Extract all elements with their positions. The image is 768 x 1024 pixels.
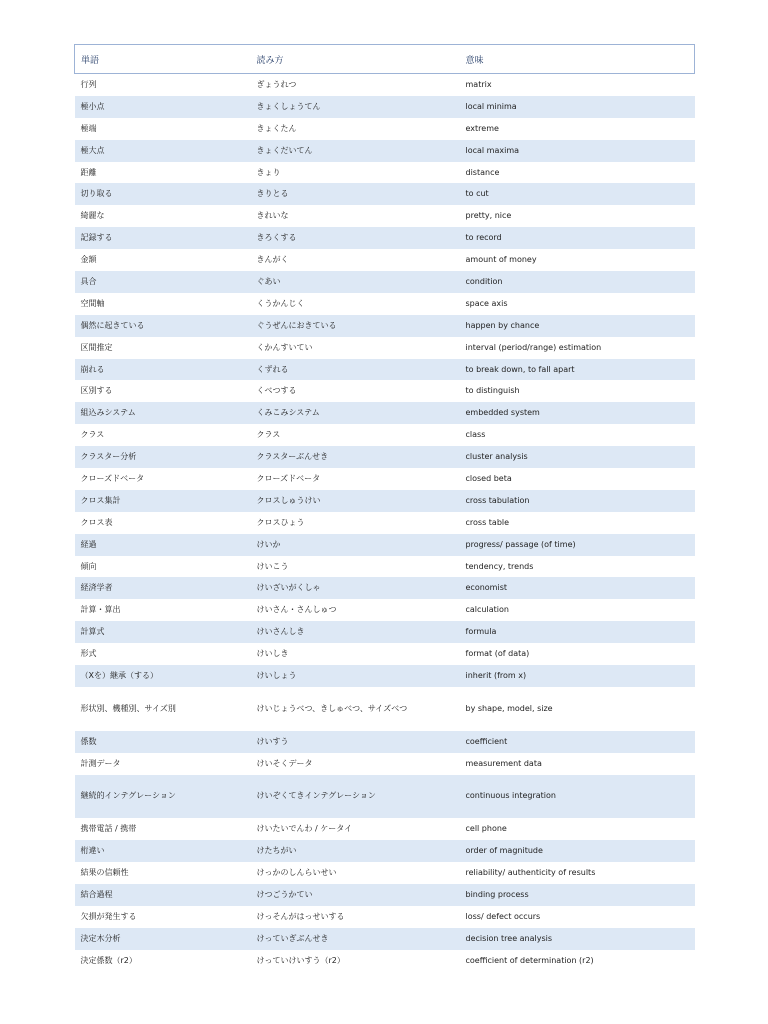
- cell-word: 距離: [80, 167, 97, 177]
- cell-meaning: format (of data): [465, 649, 530, 659]
- cell-word: 経過: [75, 534, 251, 556]
- cell-reading: くうかんじく: [256, 298, 305, 308]
- cell-word: 区間推定: [80, 342, 113, 352]
- cell-meaning: decision tree analysis: [460, 928, 695, 950]
- table-row: [75, 775, 695, 819]
- cell-reading: くべつする: [256, 386, 297, 396]
- cell-reading: けっそんがはっせいする: [256, 911, 345, 921]
- cell-word: 携帯電話 / 携帯: [80, 824, 137, 834]
- table-row: [75, 731, 695, 753]
- cell-word: 組込みシステム: [75, 402, 251, 424]
- cell-reading: けいそくデータ: [256, 758, 313, 768]
- cell-reading: きろくする: [251, 227, 460, 249]
- cell-word: 切り取る: [75, 183, 251, 205]
- cell-meaning: coefficient: [460, 731, 695, 753]
- cell-reading: きれいな: [256, 211, 289, 221]
- cell-word: 形式: [80, 649, 97, 659]
- cell-word: 桁違い: [75, 840, 251, 862]
- cell-reading: きんがく: [256, 255, 289, 265]
- table-row: [75, 534, 695, 556]
- cell-reading: けたちがい: [251, 840, 460, 862]
- cell-reading: けいさんしき: [251, 621, 460, 643]
- header-meaning: 意味: [460, 45, 695, 74]
- cell-word: 計算式: [75, 621, 251, 643]
- cell-reading: けいこう: [256, 561, 289, 571]
- cell-reading: けいざいがくしゃ: [251, 577, 460, 599]
- cell-reading: けいしょう: [251, 665, 460, 687]
- cell-word: 形状別、機種別、サイズ別: [80, 703, 176, 713]
- cell-meaning: space axis: [465, 298, 508, 308]
- cell-meaning: loss/ defect occurs: [465, 911, 541, 921]
- cell-reading: けっていけいすう（r2）: [256, 955, 345, 965]
- cell-meaning: reliability/ authenticity of results: [465, 868, 596, 878]
- cell-reading: クローズドベータ: [256, 473, 321, 483]
- cell-word: 係数: [75, 731, 251, 753]
- cell-word: 決定係数（r2）: [80, 955, 137, 965]
- header-reading: 読み方: [251, 45, 460, 74]
- cell-word: 具合: [75, 271, 251, 293]
- cell-word: 結果の信頼性: [80, 868, 129, 878]
- cell-reading: ぎょうれつ: [256, 79, 297, 89]
- table-row: [75, 140, 695, 162]
- cell-meaning: to cut: [460, 183, 695, 205]
- table-row: [75, 380, 695, 402]
- cell-reading: くかんすいてい: [256, 342, 313, 352]
- cell-reading: クラスターぶんせき: [251, 446, 460, 468]
- cell-meaning: pretty, nice: [465, 211, 512, 221]
- table-row: [75, 665, 695, 687]
- table-row: [75, 577, 695, 599]
- cell-word: （Xを）継承（する）: [75, 665, 251, 687]
- table-row: [75, 840, 695, 862]
- cell-meaning: order of magnitude: [460, 840, 695, 862]
- cell-meaning: local minima: [460, 96, 695, 118]
- cell-meaning: amount of money: [465, 255, 537, 265]
- cell-reading: けいぞくてきインテグレーション: [251, 775, 460, 819]
- cell-meaning: extreme: [465, 123, 499, 133]
- table-row: [75, 862, 695, 884]
- cell-meaning: condition: [460, 271, 695, 293]
- cell-word: 偶然に起きている: [75, 315, 251, 337]
- cell-reading: きょくたん: [256, 123, 297, 133]
- table-row: [75, 753, 695, 775]
- cell-reading: クロスしゅうけい: [251, 490, 460, 512]
- cell-reading: けつごうかてい: [251, 884, 460, 906]
- table-row: [75, 446, 695, 468]
- cell-word: 空間軸: [80, 298, 105, 308]
- cell-meaning: coefficient of determination (r2): [465, 955, 594, 965]
- cell-reading: クラス: [256, 430, 281, 440]
- cell-word: 極小点: [75, 96, 251, 118]
- cell-meaning: local maxima: [460, 140, 695, 162]
- cell-reading: きょり: [256, 167, 281, 177]
- cell-word: 欠損が発生する: [80, 911, 137, 921]
- cell-meaning: embedded system: [460, 402, 695, 424]
- table-row: [75, 293, 695, 315]
- cell-reading: クロスひょう: [256, 517, 305, 527]
- cell-meaning: to break down, to fall apart: [460, 359, 695, 381]
- cell-word: クローズドベータ: [80, 473, 145, 483]
- table-row: [75, 928, 695, 950]
- cell-word: クロス表: [80, 517, 113, 527]
- table-row: [75, 687, 695, 731]
- cell-meaning: cross table: [465, 517, 510, 527]
- cell-meaning: by shape, model, size: [465, 703, 553, 713]
- table-row: [75, 402, 695, 424]
- cell-reading: くみこみシステム: [251, 402, 460, 424]
- cell-meaning: measurement data: [465, 758, 542, 768]
- cell-meaning: tendency, trends: [465, 561, 534, 571]
- cell-reading: けいじょうべつ、きしゅべつ、サイズべつ: [256, 703, 408, 713]
- table-row: [75, 183, 695, 205]
- table-header: [75, 45, 695, 74]
- table-row: [75, 599, 695, 621]
- cell-reading: けっかのしんらいせい: [256, 868, 337, 878]
- cell-word: 継続的インテグレーション: [75, 775, 251, 819]
- vocabulary-table: [74, 44, 695, 972]
- cell-word: 計算・算出: [80, 605, 121, 615]
- cell-meaning: cell phone: [465, 824, 507, 834]
- cell-word: クロス集計: [75, 490, 251, 512]
- cell-meaning: economist: [460, 577, 695, 599]
- cell-meaning: closed beta: [465, 473, 512, 483]
- cell-reading: きょくだいてん: [251, 140, 460, 162]
- cell-meaning: cross tabulation: [460, 490, 695, 512]
- cell-meaning: distance: [465, 167, 500, 177]
- cell-word: 経済学者: [75, 577, 251, 599]
- cell-word: クラス: [80, 430, 105, 440]
- cell-meaning: interval (period/range) estimation: [465, 342, 602, 352]
- table-row: [75, 227, 695, 249]
- cell-word: 崩れる: [75, 359, 251, 381]
- cell-word: 決定木分析: [75, 928, 251, 950]
- table-row: [75, 337, 695, 359]
- cell-reading: けっていぎぶんせき: [251, 928, 460, 950]
- cell-word: 傾向: [80, 561, 97, 571]
- table-row: [75, 249, 695, 271]
- cell-word: 行列: [80, 79, 97, 89]
- table-row: [75, 96, 695, 118]
- table-row: [75, 556, 695, 578]
- cell-word: 綺麗な: [80, 211, 105, 221]
- cell-word: 結合過程: [75, 884, 251, 906]
- header-row: [75, 45, 695, 74]
- table-row: [75, 162, 695, 184]
- cell-meaning: happen by chance: [460, 315, 695, 337]
- table-row: [75, 424, 695, 446]
- cell-reading: けいたいでんわ / ケータイ: [256, 824, 353, 834]
- table-body: [75, 74, 695, 972]
- table-row: [75, 818, 695, 840]
- cell-reading: けいさん・さんしゅつ: [256, 605, 337, 615]
- table-row: [75, 118, 695, 140]
- cell-word: 区別する: [80, 386, 113, 396]
- cell-meaning: formula: [460, 621, 695, 643]
- cell-reading: ぐあい: [251, 271, 460, 293]
- cell-reading: けいしき: [256, 649, 289, 659]
- table-row: [75, 315, 695, 337]
- table-row: [75, 205, 695, 227]
- table-row: [75, 271, 695, 293]
- cell-meaning: calculation: [465, 605, 509, 615]
- cell-word: 金額: [80, 255, 97, 265]
- table-row: [75, 512, 695, 534]
- cell-reading: くずれる: [251, 359, 460, 381]
- cell-meaning: inherit (from x): [460, 665, 695, 687]
- table-row: [75, 359, 695, 381]
- cell-reading: けいか: [251, 534, 460, 556]
- cell-meaning: cluster analysis: [460, 446, 695, 468]
- table-row: [75, 74, 695, 96]
- cell-word: クラスター分析: [75, 446, 251, 468]
- cell-reading: ぐうぜんにおきている: [251, 315, 460, 337]
- cell-meaning: continuous integration: [460, 775, 695, 819]
- cell-reading: けいすう: [251, 731, 460, 753]
- cell-reading: きょくしょうてん: [251, 96, 460, 118]
- cell-word: 極端: [80, 123, 97, 133]
- table-row: [75, 621, 695, 643]
- header-word: 単語: [75, 45, 251, 74]
- table-row: [75, 906, 695, 928]
- table-row: [75, 468, 695, 490]
- table-row: [75, 884, 695, 906]
- cell-meaning: to distinguish: [465, 386, 520, 396]
- cell-meaning: to record: [460, 227, 695, 249]
- cell-word: 計測データ: [80, 758, 121, 768]
- table-row: [75, 950, 695, 972]
- table-row: [75, 643, 695, 665]
- cell-meaning: class: [465, 430, 486, 440]
- cell-meaning: progress/ passage (of time): [460, 534, 695, 556]
- cell-meaning: binding process: [460, 884, 695, 906]
- table-row: [75, 490, 695, 512]
- cell-word: 極大点: [75, 140, 251, 162]
- cell-word: 記録する: [75, 227, 251, 249]
- cell-meaning: matrix: [465, 79, 492, 89]
- cell-reading: きりとる: [251, 183, 460, 205]
